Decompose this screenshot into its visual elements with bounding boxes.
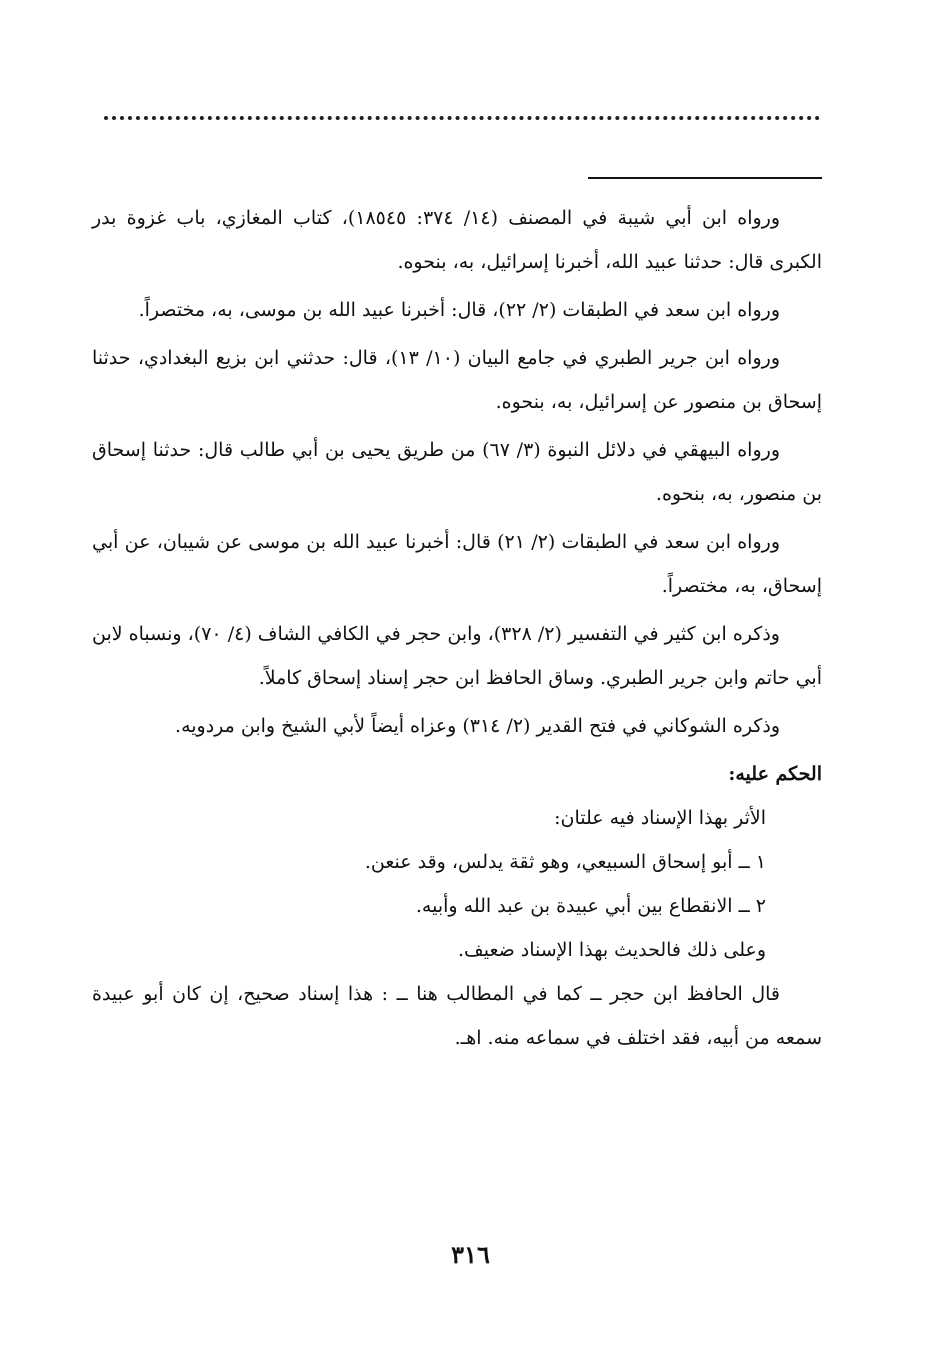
footnote-rule: [588, 177, 822, 179]
paragraph-ibn-abi-shaybah: ورواه ابن أبي شيبة في المصنف (١٤/ ٣٧٤: ١٨٥٤٥)، كتاب المغازي، باب غزوة بدر الكبرى قال: حدثنا عبيد الله، أخبرنا إسرائيل، به، بنحوه.: [92, 207, 822, 273]
ruling-item-2: ٢ ــ الانقطاع بين أبي عبيدة بن عبد الله وأبيه.: [415, 895, 766, 917]
ruling-item-1: ١ ــ أبو إسحاق السبيعي، وهو ثقة يدلس، وقد عنعن.: [364, 851, 766, 873]
page-body: [92, 196, 822, 1064]
ruling-intro: الأثر بهذا الإسناد فيه علتان:: [554, 807, 766, 829]
paragraph-ibn-kathir: وذكره ابن كثير في التفسير (٢/ ٣٢٨)، وابن حجر في الكافي الشاف (٤/ ٧٠)، ونسباه لابن أبي حاتم وابن جرير الطبري. وساق الحافظ ابن حجر إسناد إسحاق كاملاً.: [92, 623, 822, 689]
ruling-quote: قال الحافظ ابن حجر ــ كما في المطالب هنا ــ : هذا إسناد صحيح، إن كان أبو عبيدة سمعه من أبيه، فقد اختلف في سماعه منه. اهـ.: [92, 983, 822, 1049]
ruling-heading: الحكم عليه:: [728, 763, 822, 785]
paragraph-ibn-jarir: ورواه ابن جرير الطبري في جامع البيان (١٠/ ١٣)، قال: حدثني ابن بزيع البغدادي، حدثنا إسحاق بن منصور عن إسرائيل، به، بنحوه.: [92, 347, 822, 413]
paragraph-ibn-saad-1: ورواه ابن سعد في الطبقات (٢/ ٢٢)، قال: أخبرنا عبيد الله بن موسى، به، مختصراً.: [138, 299, 780, 321]
paragraph-bayhaqi: ورواه البيهقي في دلائل النبوة (٣/ ٦٧) من طريق يحيى بن أبي طالب قال: حدثنا إسحاق بن منصور، به، بنحوه.: [92, 439, 822, 505]
paragraph-ibn-saad-2: ورواه ابن سعد في الطبقات (٢/ ٢١) قال: أخبرنا عبيد الله بن موسى عن شيبان، عن أبي إسحاق، به، مختصراً.: [92, 531, 822, 597]
ruling-conclusion: وعلى ذلك فالحديث بهذا الإسناد ضعيف.: [458, 939, 766, 961]
paragraph-shawkani: وذكره الشوكاني في فتح القدير (٢/ ٣١٤) وعزاه أيضاً لأبي الشيخ وابن مردويه.: [175, 715, 780, 737]
page-number: ٣١٦: [451, 1240, 490, 1269]
dotted-separator: [104, 116, 820, 120]
